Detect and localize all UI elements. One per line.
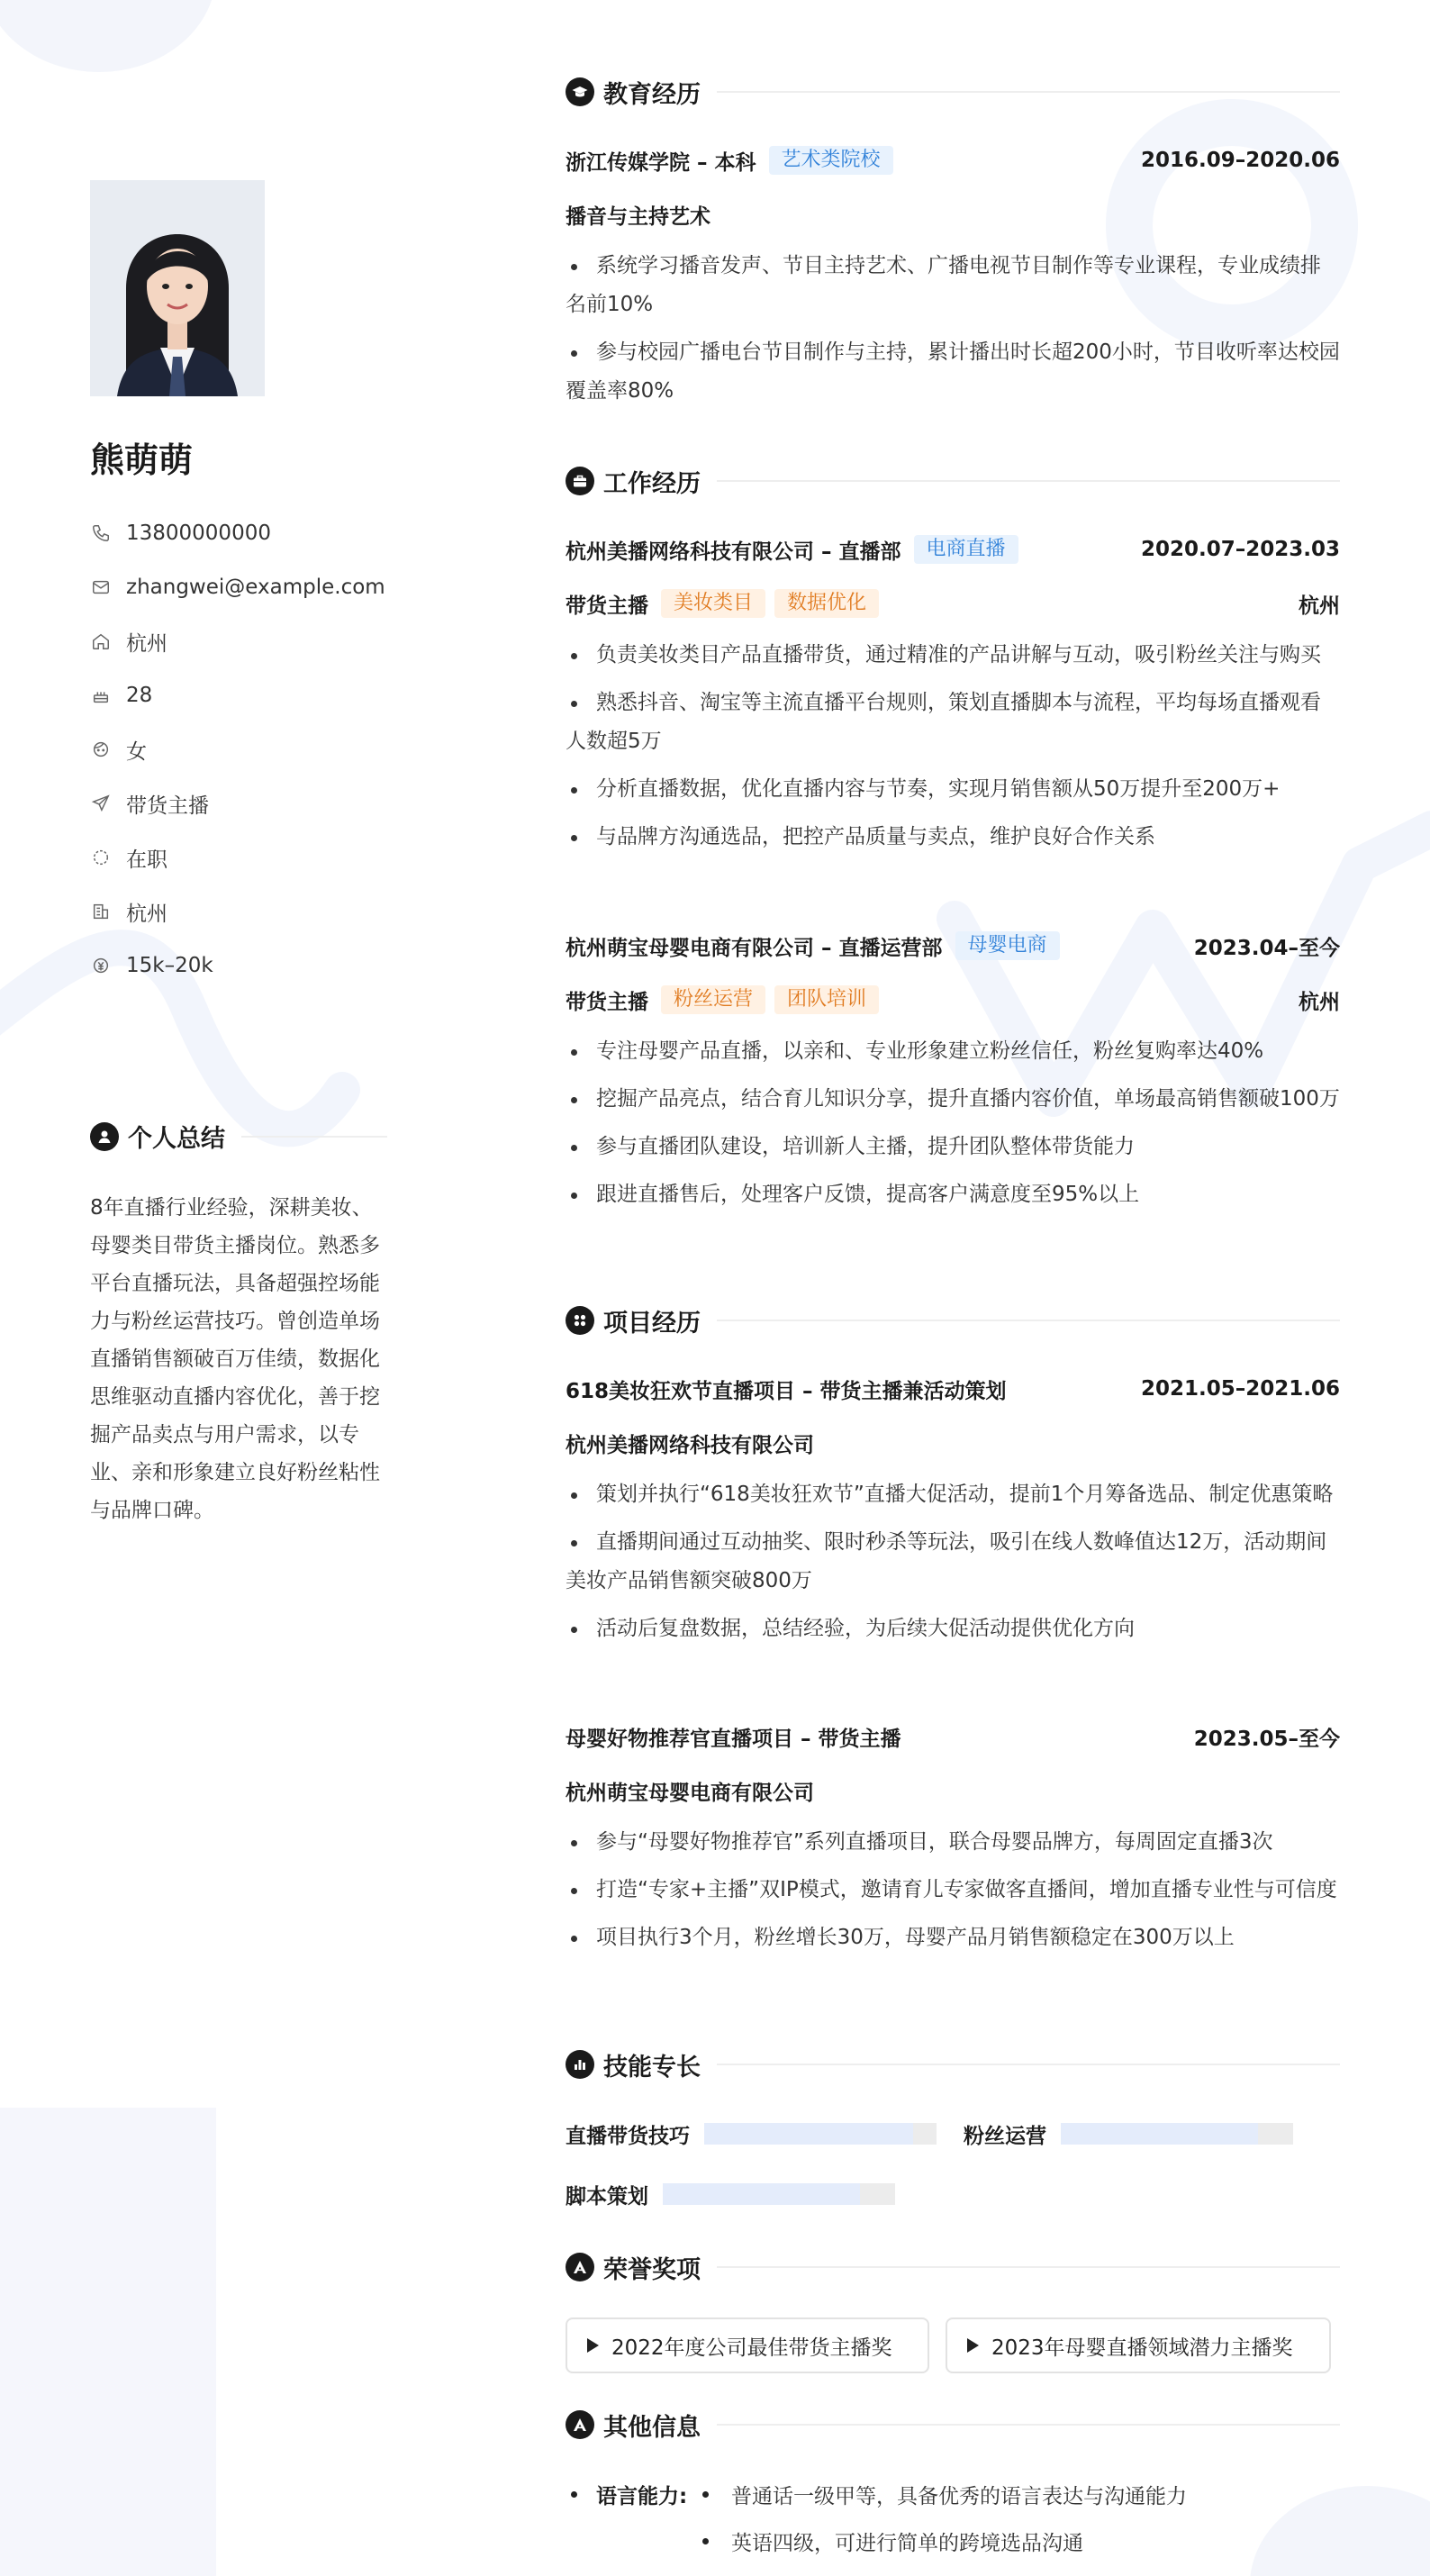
list-item: 策划并执行“618美妆狂欢节”直播大促活动，提前1个月筹备选品、制定优惠策略 <box>566 1475 1340 1514</box>
role-tag: 团队培训 <box>774 985 879 1014</box>
project-date: 2023.05–至今 <box>1193 1727 1340 1751</box>
project-1-company-row <box>566 1425 1340 1461</box>
education-row <box>566 142 1340 178</box>
project-2-company-row <box>566 1773 1340 1809</box>
major-row <box>566 196 1340 232</box>
skills-title: 技能专长 <box>603 2053 701 2082</box>
list-item: 参与直播团队建设，培训新人主播，提升团队整体带货能力 <box>566 1128 1340 1166</box>
award-icon <box>566 2253 594 2281</box>
status-text: 在职 <box>126 848 167 872</box>
job-2-header <box>566 928 1340 964</box>
project-1-header <box>566 1371 1340 1407</box>
info-icon <box>566 2410 594 2439</box>
projects-section <box>566 1301 1340 1340</box>
industry-tag: 电商直播 <box>914 535 1018 564</box>
divider <box>717 2266 1340 2268</box>
position-text: 带货主播 <box>126 794 209 818</box>
major-name: 播音与主持艺术 <box>566 204 710 229</box>
honors-heading <box>566 2247 1340 2287</box>
honor-item <box>946 2317 1331 2373</box>
list-item: 跟进直播售后，处理客户反馈，提高客户满意度至95%以上 <box>566 1175 1340 1214</box>
divider <box>717 2064 1340 2065</box>
contact-info-list <box>90 506 385 993</box>
school-tag: 艺术类院校 <box>769 146 893 175</box>
age-text: 28 <box>126 684 153 707</box>
home-icon <box>90 630 112 652</box>
project-2-bullets <box>566 1823 1340 1966</box>
bullet-dot <box>702 2538 709 2544</box>
list-item: 直播期间通过互动抽奖、限时秒杀等玩法，吸引在线人数峰值达12万，活动期间美妆产品销售额突破800万 <box>566 1523 1340 1601</box>
divider <box>717 2424 1340 2426</box>
play-icon <box>967 2338 979 2353</box>
work-title: 工作经历 <box>603 469 701 498</box>
skill-item <box>566 2176 895 2212</box>
education-date: 2016.09–2020.06 <box>1140 149 1340 172</box>
job-role: 带货主播 <box>566 594 648 618</box>
list-item: 与品牌方沟通选品，把控产品质量与卖点，维护良好合作关系 <box>566 818 1340 857</box>
phone-icon <box>90 522 112 544</box>
job-2-role <box>566 982 1340 1018</box>
info-city <box>90 884 385 939</box>
other-heading <box>566 2405 1340 2444</box>
language-label: 语言能力: <box>596 2485 688 2508</box>
list-item: 活动后复盘数据，总结经验，为后续大促活动提供优化方向 <box>566 1610 1340 1648</box>
background-panel <box>0 2108 216 2576</box>
list-item: 系统学习播音发声、节目主持艺术、广播电视节目制作等专业课程，专业成绩排名前10% <box>566 247 1340 324</box>
info-age <box>90 668 385 722</box>
divider <box>717 480 1340 482</box>
project-date: 2021.05–2021.06 <box>1140 1377 1340 1401</box>
job-2-bullets <box>566 1032 1340 1223</box>
info-status <box>90 830 385 884</box>
education-heading <box>566 72 1340 112</box>
honors-title: 荣誉奖项 <box>603 2255 701 2284</box>
city-text: 杭州 <box>126 902 167 926</box>
summary-heading <box>90 1119 387 1154</box>
profile-photo <box>90 180 265 396</box>
job-date: 2020.07–2023.03 <box>1140 538 1340 561</box>
job-role: 带货主播 <box>566 990 648 1014</box>
honor-text: 2023年母婴直播领域潜力主播奖 <box>991 2336 1293 2360</box>
skill-level-bar <box>663 2183 895 2205</box>
language-item: 普通话一级甲等，具备优秀的语言表达与沟通能力 <box>731 2485 1187 2508</box>
bar-chart-icon <box>566 2050 594 2079</box>
other-section <box>566 2405 1340 2444</box>
list-item: 参与“母婴好物推荐官”系列直播项目，联合母婴品牌方，每周固定直播3次 <box>566 1823 1340 1862</box>
info-gender <box>90 722 385 776</box>
email-icon <box>90 576 112 598</box>
gender-icon <box>90 739 112 760</box>
job-1-header <box>566 531 1340 567</box>
phone-number: 13800000000 <box>126 522 271 545</box>
role-tag: 粉丝运营 <box>661 985 765 1014</box>
summary-text: 8年直播行业经验，深耕美妆、母婴类目带货主播岗位。熟悉多平台直播玩法，具备超强控场能力与粉丝运营技巧。曾创造单场直播销售额破百万佳绩，数据化思维驱动直播内容优化，善于挖掘产品卖点与用户需求，以专业、亲和形象建立良好粉丝粘性与品牌口碑。 <box>90 1196 380 1522</box>
work-section <box>566 461 1340 501</box>
education-bullets <box>566 247 1340 420</box>
salary-icon <box>90 955 112 976</box>
list-item: 专注母婴产品直播，以亲和、专业形象建立粉丝信任，粉丝复购率达40% <box>566 1032 1340 1071</box>
company-name: 杭州萌宝母婴电商有限公司 – 直播运营部 <box>566 936 943 960</box>
skill-level-bar <box>704 2123 937 2145</box>
project-company: 杭州美播网络科技有限公司 <box>566 1433 814 1457</box>
project-name: 母婴好物推荐官直播项目 – 带货主播 <box>566 1727 901 1751</box>
company-name: 杭州美播网络科技有限公司 – 直播部 <box>566 540 901 564</box>
school-name: 浙江传媒学院 – 本科 <box>566 150 756 175</box>
list-item: 项目执行3个月，粉丝增长30万，母婴产品月销售额稳定在300万以上 <box>566 1918 1340 1957</box>
project-company: 杭州萌宝母婴电商有限公司 <box>566 1781 814 1805</box>
job-date: 2023.04–至今 <box>1193 936 1340 960</box>
salary-text: 15k–20k <box>126 954 213 977</box>
location-text: 杭州 <box>126 631 167 656</box>
job-1-role <box>566 585 1340 621</box>
skills-heading <box>566 2045 1340 2084</box>
list-item: 挖掘产品亮点，结合育儿知识分享，提升直播内容价值，单场最高销售额破100万 <box>566 1080 1340 1119</box>
cake-icon <box>90 685 112 706</box>
job-1-bullets <box>566 636 1340 866</box>
industry-tag: 母婴电商 <box>955 931 1060 960</box>
skills-section <box>566 2045 1340 2084</box>
language-item: 英语四级，可进行简单的跨境选品沟通 <box>731 2532 1083 2555</box>
info-location <box>90 614 385 668</box>
project-name: 618美妆狂欢节直播项目 – 带货主播兼活动策划 <box>566 1379 1007 1403</box>
info-salary <box>90 939 385 993</box>
bullet-dot <box>571 2491 577 2498</box>
user-icon <box>90 1122 119 1151</box>
list-item: 参与校园广播电台节目制作与主持，累计播出时长超200小时，节目收听率达校园覆盖率80% <box>566 333 1340 411</box>
divider <box>717 91 1340 93</box>
honor-item <box>566 2317 929 2373</box>
list-item: 负责美妆类目产品直播带货，通过精准的产品讲解与互动，吸引粉丝关注与购买 <box>566 636 1340 675</box>
skill-item <box>566 2116 937 2152</box>
bullet-dot <box>702 2491 709 2498</box>
candidate-name: 熊萌萌 <box>90 440 194 480</box>
skill-name: 脚本策划 <box>566 2184 648 2209</box>
project-1-bullets <box>566 1475 1340 1657</box>
divider <box>717 1320 1340 1321</box>
education-title: 教育经历 <box>603 80 701 109</box>
role-tag: 美妆类目 <box>661 589 765 618</box>
education-section <box>566 72 1340 112</box>
info-phone <box>90 506 385 560</box>
job-city: 杭州 <box>1299 990 1340 1014</box>
divider <box>241 1136 387 1138</box>
other-title: 其他信息 <box>603 2413 701 2442</box>
project-2-header <box>566 1719 1340 1755</box>
email-address: zhangwei@example.com <box>126 576 385 599</box>
summary-title: 个人总结 <box>128 1125 225 1153</box>
graduation-cap-icon <box>566 77 594 106</box>
background-blob-bottom <box>1250 2486 1430 2576</box>
skill-level-fill <box>704 2123 913 2145</box>
briefcase-icon <box>566 467 594 495</box>
skill-name: 粉丝运营 <box>964 2124 1046 2148</box>
play-icon <box>587 2338 599 2353</box>
send-icon <box>90 793 112 814</box>
role-tag: 数据优化 <box>774 589 879 618</box>
projects-heading <box>566 1301 1340 1340</box>
projects-title: 项目经历 <box>603 1309 701 1338</box>
skill-item <box>964 2116 1293 2152</box>
info-position <box>90 776 385 830</box>
grid-icon <box>566 1306 594 1335</box>
info-email <box>90 560 385 614</box>
background-blob <box>0 0 216 72</box>
status-icon <box>90 847 112 868</box>
honor-text: 2022年度公司最佳带货主播奖 <box>611 2336 892 2360</box>
work-heading <box>566 461 1340 501</box>
skill-level-fill <box>663 2183 860 2205</box>
list-item: 打造“专家+主播”双IP模式，邀请育儿专家做客直播间，增加直播专业性与可信度 <box>566 1871 1340 1909</box>
skill-name: 直播带货技巧 <box>566 2124 690 2148</box>
skill-level-bar <box>1061 2123 1293 2145</box>
list-item: 熟悉抖音、淘宝等主流直播平台规则，策划直播脚本与流程，平均每场直播观看人数超5万 <box>566 684 1340 761</box>
building-icon <box>90 901 112 922</box>
gender-text: 女 <box>126 739 147 764</box>
honors-section <box>566 2247 1340 2287</box>
job-city: 杭州 <box>1299 594 1340 618</box>
list-item: 分析直播数据，优化直播内容与节奏，实现月销售额从50万提升至200万+ <box>566 770 1340 809</box>
skill-level-fill <box>1061 2123 1258 2145</box>
